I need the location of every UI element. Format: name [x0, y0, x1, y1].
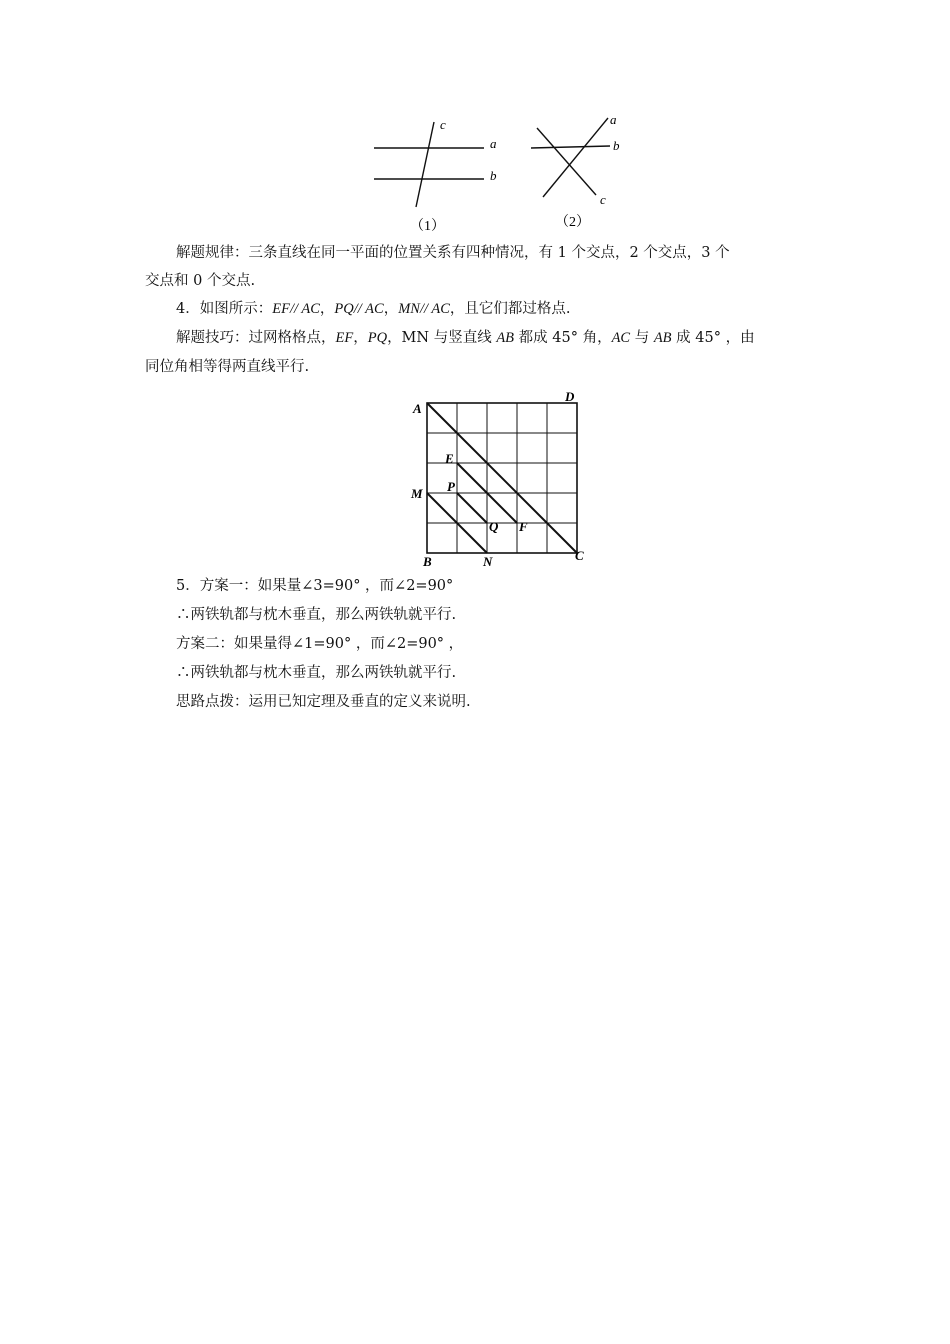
tip-ab-2: AB: [653, 330, 672, 346]
line-a: [543, 118, 608, 197]
question-4: [0, 299, 950, 319]
tip-ab-1: AB: [496, 330, 515, 346]
segment-ac: [427, 403, 577, 553]
q4-prefix: 4．如图所示：: [176, 301, 273, 317]
label-c: c: [440, 117, 446, 132]
q4-ac-2: AC: [365, 301, 384, 317]
q5-line-4: ∴两铁轨都与枕木垂直，那么两铁轨就平行.: [176, 665, 457, 681]
tip-mid-1: ，MN 与竖直线: [387, 330, 497, 346]
label-F: F: [519, 519, 528, 534]
tip-mid-4: 成 45° ，由: [671, 330, 755, 346]
label-E: E: [445, 451, 454, 466]
label-Q: Q: [489, 519, 499, 534]
label-a: a: [610, 112, 617, 127]
q4-sep-1: ，: [319, 301, 335, 317]
tip-line-1: [0, 328, 950, 348]
line-b: [531, 146, 610, 148]
q4-suffix: ，且它们都过格点.: [449, 301, 571, 317]
segment-pq: [457, 493, 487, 523]
figure-1-parallel-lines: [360, 112, 520, 237]
grid-figure: [405, 385, 595, 570]
q5-line-3: 方案二：如果量得∠1=90° ，而∠2=90° ，: [176, 636, 464, 652]
q4-ac-1: AC: [301, 301, 320, 317]
label-C: C: [575, 548, 584, 563]
tip-sep-1: ，: [353, 330, 368, 346]
line-c: [416, 122, 434, 207]
q4-pq: PQ: [334, 301, 354, 317]
q4-mn: MN: [398, 301, 420, 317]
line-c: [537, 128, 596, 195]
tip-ac: AC: [611, 330, 631, 346]
q5-line-2: ∴两铁轨都与枕木垂直，那么两铁轨就平行.: [176, 607, 457, 623]
q5-line-1: 5．方案一：如果量∠3=90° ，而∠2=90°: [176, 578, 454, 594]
label-D: D: [565, 389, 575, 404]
tip-line-2: 同位角相等得两直线平行.: [145, 359, 310, 375]
tip-ef: EF: [335, 330, 354, 346]
tip-mid-2: 都成 45° 角，: [514, 330, 612, 346]
q4-ac-3: AC: [431, 301, 450, 317]
label-c: c: [600, 192, 606, 207]
rule-line-1: 解题规律：三条直线在同一平面的位置关系有四种情况，有 1 个交点，2 个交点，3 个: [176, 245, 730, 261]
label-B: B: [423, 554, 432, 569]
label-P: P: [447, 479, 455, 494]
figure-2-concurrent-lines: [525, 110, 635, 235]
rule-line-2: 交点和 0 个交点.: [145, 273, 256, 289]
q4-parallel-3: //: [419, 301, 432, 317]
q5-line-5: 思路点拨：运用已知定理及垂直的定义来说明.: [176, 694, 471, 710]
q4-ef: EF: [272, 301, 290, 317]
tip-prefix: 解题技巧：过网格格点，: [176, 330, 336, 346]
figure-1-caption: （1）: [410, 219, 445, 234]
tip-mid-3: 与: [630, 330, 654, 346]
tip-pq: PQ: [367, 330, 388, 346]
label-M: M: [411, 486, 423, 501]
label-N: N: [483, 554, 493, 569]
q4-sep-2: ，: [383, 301, 399, 317]
label-a: a: [490, 136, 497, 151]
label-b: b: [490, 168, 497, 183]
label-b: b: [613, 138, 620, 153]
figure-2-caption: （2）: [555, 215, 590, 230]
label-A: A: [413, 401, 422, 416]
q4-parallel-1: //: [289, 301, 302, 317]
q4-parallel-2: //: [353, 301, 366, 317]
